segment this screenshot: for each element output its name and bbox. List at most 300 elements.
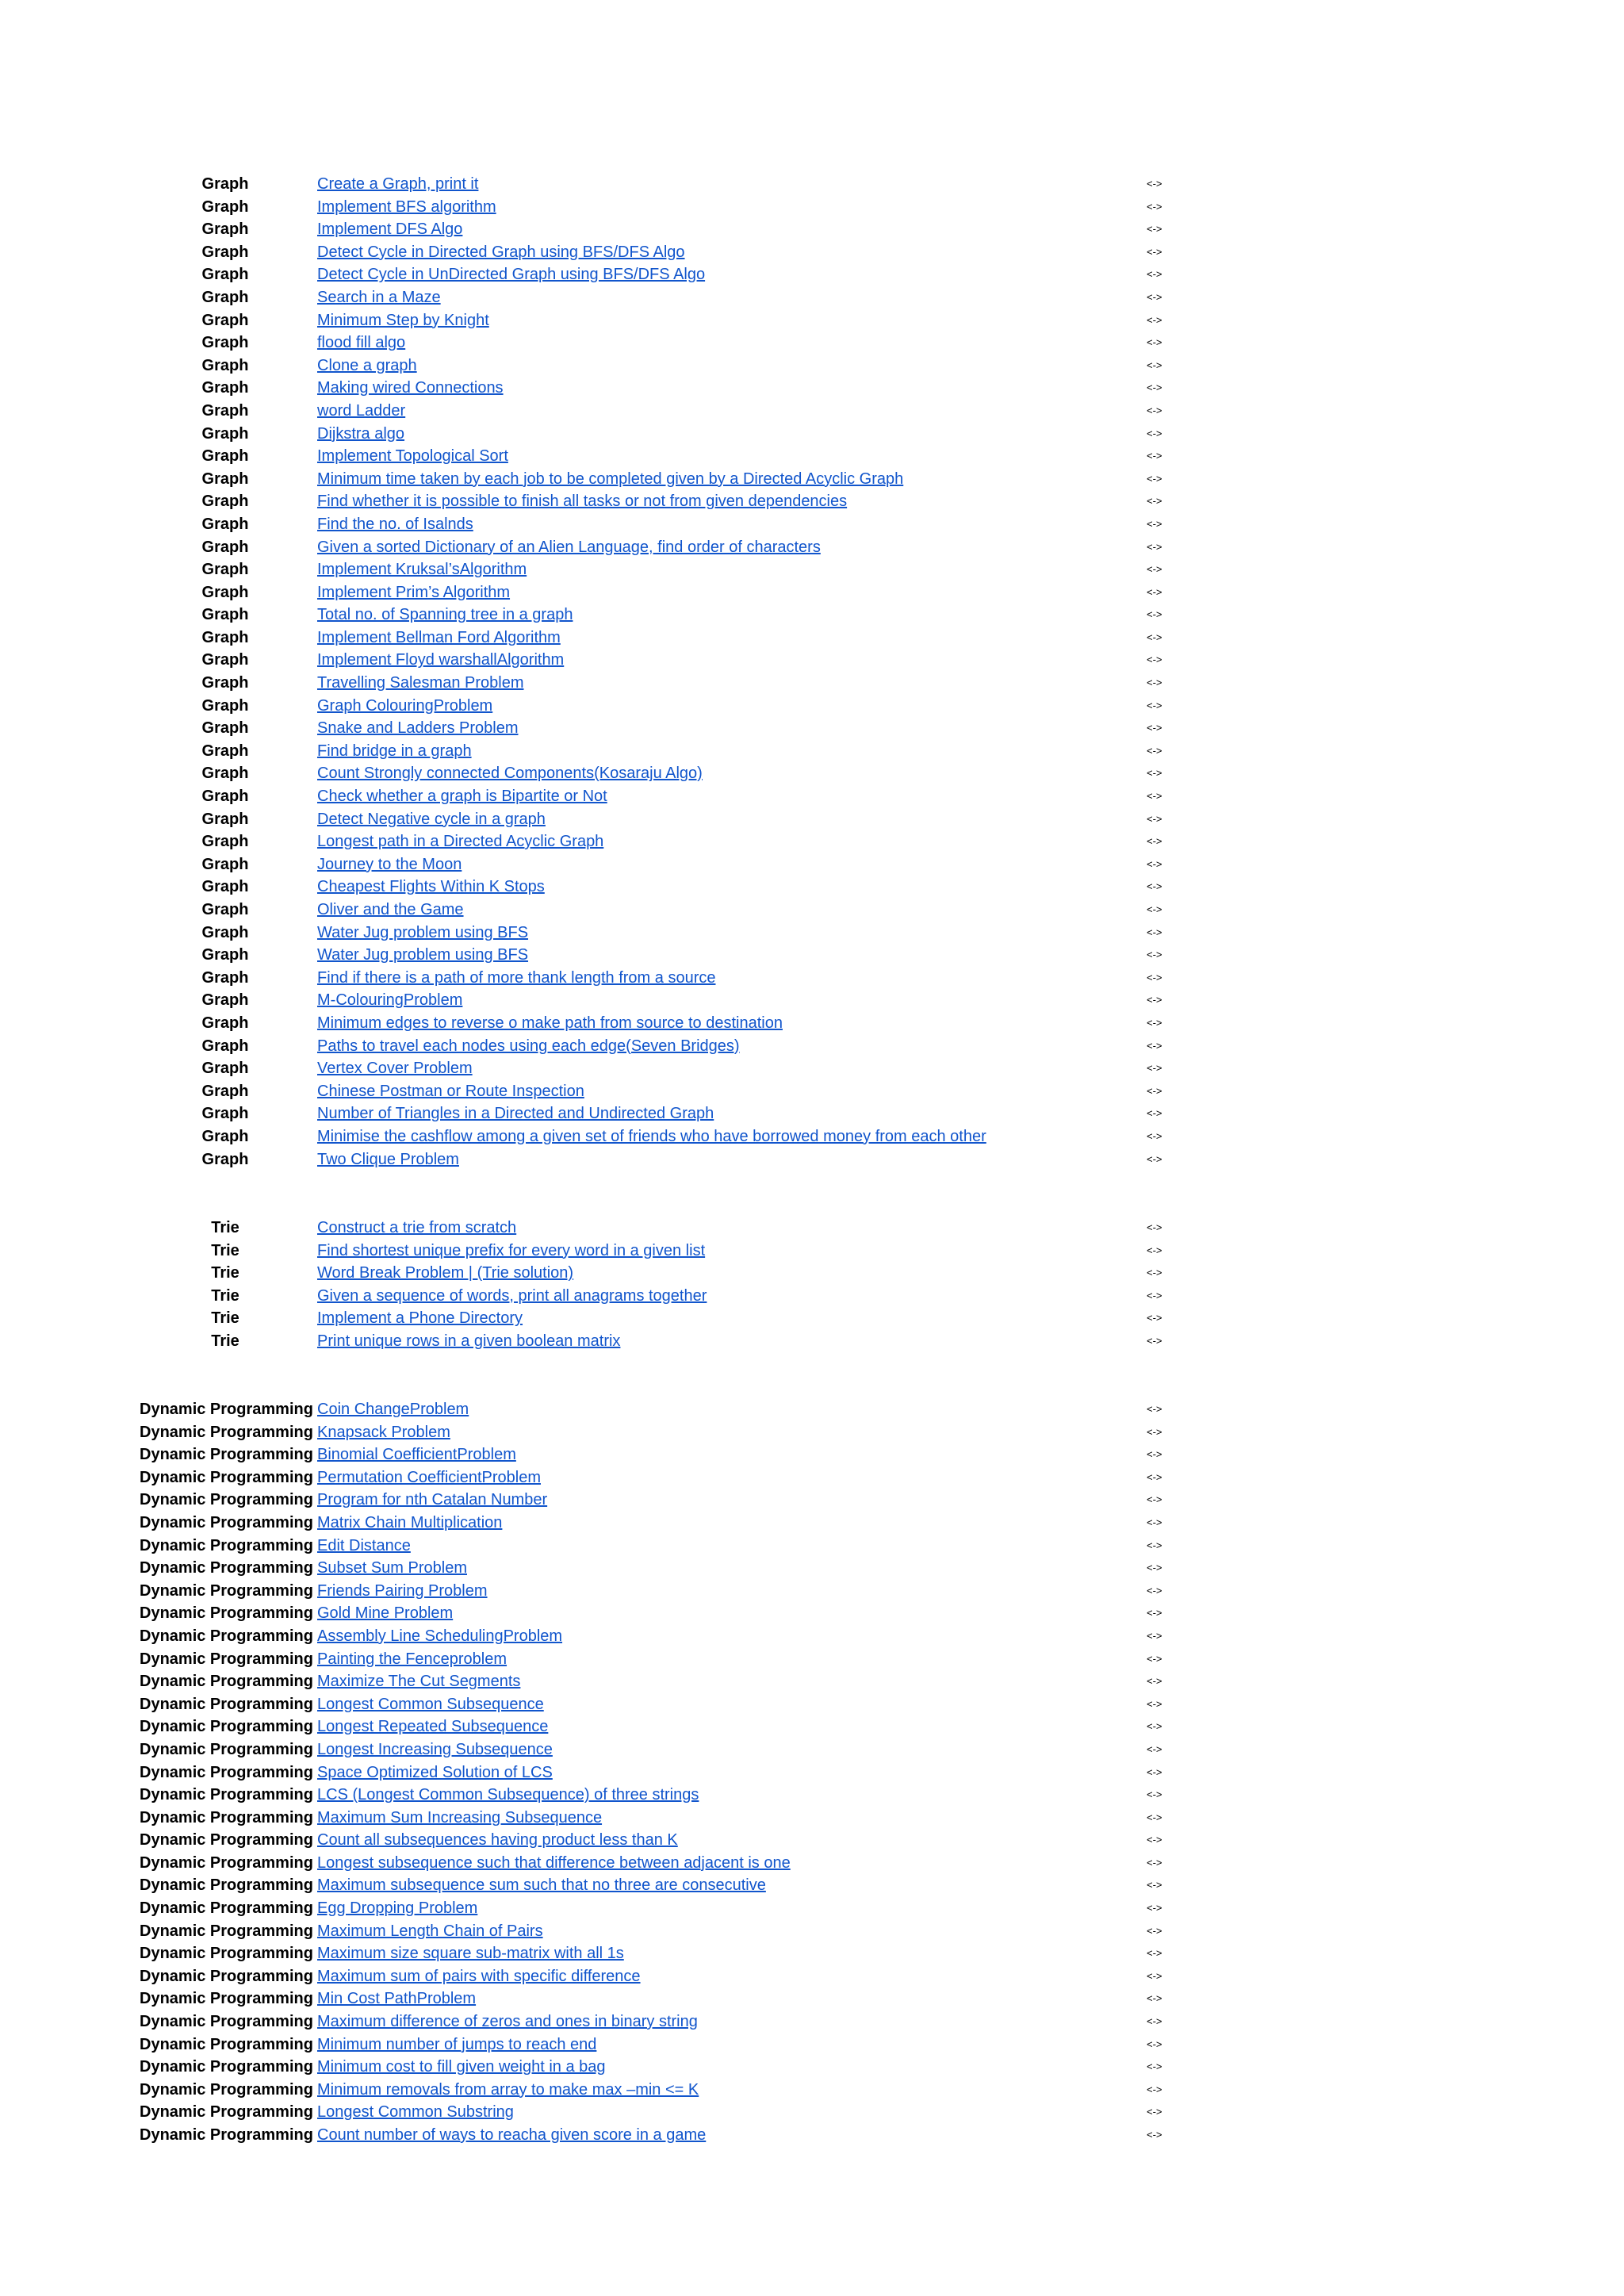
list-item xyxy=(0,355,1624,378)
topic-label: Dynamic Programming xyxy=(140,1740,313,1758)
arrow-marker: <-> xyxy=(1147,1788,1162,1801)
problem-link[interactable]: Maximum subsequence sum such that no three are consecutive xyxy=(317,1876,766,1895)
list-item xyxy=(0,1398,1624,1421)
arrow-marker: <-> xyxy=(1147,1084,1162,1097)
arrow-marker: <-> xyxy=(1147,178,1162,190)
topic-label: Dynamic Programming xyxy=(140,1945,313,1963)
problem-link[interactable]: Chinese Postman or Route Inspection xyxy=(317,1082,584,1100)
list-item xyxy=(0,241,1624,264)
problem-link[interactable]: Implement Topological Sort xyxy=(317,447,508,466)
topic-label: Dynamic Programming xyxy=(140,2126,313,2144)
arrow-marker: <-> xyxy=(1147,1152,1162,1165)
problem-link[interactable]: Search in a Maze xyxy=(317,288,441,306)
topic-label: Dynamic Programming xyxy=(140,2058,313,2076)
topic-label: Dynamic Programming xyxy=(140,1831,313,1849)
topic-label: Graph xyxy=(201,901,249,918)
problem-link[interactable]: Vertex Cover Problem xyxy=(317,1060,473,1078)
topic-label: Graph xyxy=(201,674,249,692)
arrow-marker: <-> xyxy=(1147,903,1162,915)
list-item xyxy=(0,1057,1624,1080)
list-item xyxy=(0,1897,1624,1920)
list-item xyxy=(0,332,1624,355)
topic-label: Trie xyxy=(211,1219,239,1236)
topic-label: Trie xyxy=(211,1241,239,1259)
topic-label: Dynamic Programming xyxy=(140,1401,313,1418)
arrow-marker: <-> xyxy=(1147,358,1162,371)
arrow-marker: <-> xyxy=(1147,472,1162,485)
list-item xyxy=(0,196,1624,219)
problem-link[interactable]: Find the no. of Isalnds xyxy=(317,515,473,533)
arrow-marker: <-> xyxy=(1147,857,1162,870)
arrow-marker: <-> xyxy=(1147,1107,1162,1120)
list-item xyxy=(0,1285,1624,1308)
topic-label: Graph xyxy=(201,515,249,533)
list-item xyxy=(0,1987,1624,2010)
topic-label: Dynamic Programming xyxy=(140,1876,313,1895)
list-item xyxy=(0,2124,1624,2147)
list-item xyxy=(0,1648,1624,1671)
list-item xyxy=(0,1240,1624,1263)
arrow-marker: <-> xyxy=(1147,1652,1162,1665)
topic-label: Graph xyxy=(201,493,249,511)
arrow-marker: <-> xyxy=(1147,767,1162,780)
topic-label: Graph xyxy=(201,197,249,216)
problem-link[interactable]: Longest subsequence such that difference between adjacent is one xyxy=(317,1853,791,1872)
problem-link[interactable]: Implement BFS algorithm xyxy=(317,197,496,216)
topic-label: Graph xyxy=(201,606,249,624)
problem-link[interactable]: Maximum Sum Increasing Subsequence xyxy=(317,1808,603,1826)
problem-link[interactable]: Travelling Salesman Problem xyxy=(317,674,524,692)
list-item xyxy=(0,1557,1624,1580)
arrow-marker: <-> xyxy=(1147,1289,1162,1301)
arrow-marker: <-> xyxy=(1147,313,1162,326)
topic-label: Graph xyxy=(201,628,249,646)
arrow-marker: <-> xyxy=(1147,404,1162,416)
problem-link[interactable]: Maximum Length Chain of Pairs xyxy=(317,1922,543,1940)
problem-link[interactable]: Gold Mine Problem xyxy=(317,1604,454,1623)
problem-link[interactable]: Minimum time taken by each job to be completed given by a Directed Acyclic Graph xyxy=(317,470,904,488)
problem-link[interactable]: Find if there is a path of more thank length from a source xyxy=(317,968,716,987)
topic-label: Graph xyxy=(201,424,249,443)
arrow-marker: <-> xyxy=(1147,1448,1162,1461)
problem-link[interactable]: Number of Triangles in a Directed and Undirected Graph xyxy=(317,1105,714,1123)
topic-label: Graph xyxy=(201,765,249,783)
list-item xyxy=(0,1489,1624,1512)
topic-label: Graph xyxy=(201,696,249,715)
list-item xyxy=(0,1625,1624,1648)
arrow-marker: <-> xyxy=(1147,654,1162,666)
arrow-marker: <-> xyxy=(1147,631,1162,643)
topic-label: Graph xyxy=(201,1082,249,1100)
problem-link[interactable]: Binomial CoefficientProblem xyxy=(317,1446,516,1464)
topic-label: Graph xyxy=(201,878,249,896)
list-item xyxy=(0,762,1624,785)
problem-link[interactable]: Print unique rows in a given boolean matrix xyxy=(317,1332,621,1350)
arrow-marker: <-> xyxy=(1147,1016,1162,1029)
list-item xyxy=(0,1920,1624,1943)
problem-link[interactable]: Total no. of Spanning tree in a graph xyxy=(317,606,573,624)
problem-link[interactable]: flood fill algo xyxy=(317,334,406,352)
topic-label: Graph xyxy=(201,243,249,261)
topic-label: Graph xyxy=(201,991,249,1010)
list-item xyxy=(0,423,1624,446)
problem-link[interactable]: Construct a trie from scratch xyxy=(317,1219,517,1236)
arrow-marker: <-> xyxy=(1147,2106,1162,2118)
problem-link[interactable]: Dijkstra algo xyxy=(317,424,405,443)
arrow-marker: <-> xyxy=(1147,1062,1162,1075)
topic-label: Dynamic Programming xyxy=(140,1695,313,1713)
list-item xyxy=(0,1421,1624,1444)
topic-label: Dynamic Programming xyxy=(140,1491,313,1509)
topic-label: Dynamic Programming xyxy=(140,1650,313,1668)
list-item xyxy=(0,1035,1624,1058)
list-item xyxy=(0,445,1624,468)
problem-link[interactable]: Subset Sum Problem xyxy=(317,1559,467,1577)
arrow-marker: <-> xyxy=(1147,1856,1162,1869)
arrow-marker: <-> xyxy=(1147,381,1162,394)
topic-label: Dynamic Programming xyxy=(140,1604,313,1623)
problem-link[interactable]: Count all subsequences having product less than K xyxy=(317,1831,678,1849)
problem-link[interactable]: Longest path in a Directed Acyclic Graph xyxy=(317,833,604,851)
topic-label: Dynamic Programming xyxy=(140,1808,313,1826)
problem-link[interactable]: Minimum removals from array to make max –min <= K xyxy=(317,2080,699,2099)
topic-label: Graph xyxy=(201,1105,249,1123)
problem-link[interactable]: Count Strongly connected Components(Kosaraju Algo) xyxy=(317,765,703,783)
problem-link[interactable]: Implement a Phone Directory xyxy=(317,1309,523,1328)
problem-link[interactable]: Knapsack Problem xyxy=(317,1423,450,1441)
list-item xyxy=(0,513,1624,536)
list-item xyxy=(0,558,1624,581)
problem-link[interactable]: Check whether a graph is Bipartite or Not xyxy=(317,788,607,806)
list-item xyxy=(0,853,1624,876)
problem-link[interactable]: Assembly Line SchedulingProblem xyxy=(317,1627,563,1645)
topic-label: Graph xyxy=(201,311,249,329)
trie-section xyxy=(0,1217,1624,1353)
list-item xyxy=(0,785,1624,808)
problem-link[interactable]: Given a sequence of words, print all anagrams together xyxy=(317,1286,707,1305)
problem-link[interactable]: Two Clique Problem xyxy=(317,1150,459,1168)
arrow-marker: <-> xyxy=(1147,1765,1162,1778)
list-item xyxy=(0,1535,1624,1558)
problem-link[interactable]: Minimise the cashflow among a given set of friends who have borrowed money from each other xyxy=(317,1127,986,1145)
arrow-marker: <-> xyxy=(1147,1879,1162,1892)
problem-link[interactable]: Water Jug problem using BFS xyxy=(317,923,529,941)
topic-label: Graph xyxy=(201,1060,249,1078)
topic-label: Graph xyxy=(201,379,249,397)
topic-label: Graph xyxy=(201,447,249,466)
topic-label: Graph xyxy=(201,288,249,306)
arrow-marker: <-> xyxy=(1147,2015,1162,2028)
arrow-marker: <-> xyxy=(1147,1129,1162,1142)
problem-link[interactable]: Create a Graph, print it xyxy=(317,175,479,193)
list-item xyxy=(0,536,1624,559)
arrow-marker: <-> xyxy=(1147,1629,1162,1642)
problem-link[interactable]: Detect Cycle in UnDirected Graph using BFS/DFS Algo xyxy=(317,266,706,284)
problem-link[interactable]: Making wired Connections xyxy=(317,379,504,397)
problem-link[interactable]: Longest Repeated Subsequence xyxy=(317,1718,549,1736)
problem-link[interactable]: Water Jug problem using BFS xyxy=(317,946,529,964)
topic-label: Graph xyxy=(201,175,249,193)
arrow-marker: <-> xyxy=(1147,223,1162,236)
problem-link[interactable]: Matrix Chain Multiplication xyxy=(317,1513,503,1531)
arrow-marker: <-> xyxy=(1147,1924,1162,1937)
problem-link[interactable]: Maximum difference of zeros and ones in binary string xyxy=(317,2013,698,2031)
arrow-marker: <-> xyxy=(1147,835,1162,848)
topic-label: Graph xyxy=(201,583,249,601)
list-item xyxy=(0,1942,1624,1965)
topic-label: Dynamic Programming xyxy=(140,1990,313,2008)
arrow-marker: <-> xyxy=(1147,1221,1162,1233)
list-item xyxy=(0,1874,1624,1897)
list-item xyxy=(0,1852,1624,1875)
list-item xyxy=(0,581,1624,604)
topic-label: Graph xyxy=(201,946,249,964)
problem-link[interactable]: Edit Distance xyxy=(317,1536,411,1554)
problem-link[interactable]: Egg Dropping Problem xyxy=(317,1899,478,1918)
list-item xyxy=(0,468,1624,491)
problem-link[interactable]: Maximum sum of pairs with specific difference xyxy=(317,1967,641,1985)
topic-label: Dynamic Programming xyxy=(140,2035,313,2053)
arrow-marker: <-> xyxy=(1147,1539,1162,1551)
arrow-marker: <-> xyxy=(1147,1811,1162,1823)
topic-label: Graph xyxy=(201,855,249,873)
problem-link[interactable]: Given a sorted Dictionary of an Alien Language, find order of characters xyxy=(317,538,821,556)
problem-link[interactable]: Permutation CoefficientProblem xyxy=(317,1468,541,1486)
topic-label: Trie xyxy=(211,1309,239,1328)
arrow-marker: <-> xyxy=(1147,971,1162,983)
topic-label: Graph xyxy=(201,1150,249,1168)
arrow-marker: <-> xyxy=(1147,1334,1162,1347)
problem-link[interactable]: Oliver and the Game xyxy=(317,901,464,918)
list-item xyxy=(0,944,1624,967)
arrow-marker: <-> xyxy=(1147,1267,1162,1279)
arrow-marker: <-> xyxy=(1147,1720,1162,1733)
topic-label: Trie xyxy=(211,1332,239,1350)
arrow-marker: <-> xyxy=(1147,1742,1162,1755)
list-item xyxy=(0,309,1624,332)
list-item xyxy=(0,989,1624,1012)
topic-label: Dynamic Programming xyxy=(140,2013,313,2031)
topic-label: Graph xyxy=(201,401,249,420)
topic-label: Graph xyxy=(201,923,249,941)
list-item xyxy=(0,1307,1624,1330)
list-item xyxy=(0,286,1624,309)
topic-label: Graph xyxy=(201,651,249,669)
problem-link[interactable]: Snake and Ladders Problem xyxy=(317,719,519,738)
topic-label: Graph xyxy=(201,538,249,556)
list-item xyxy=(0,2010,1624,2033)
problem-link[interactable]: Find bridge in a graph xyxy=(317,742,472,760)
list-item xyxy=(0,1580,1624,1603)
problem-link[interactable]: Longest Increasing Subsequence xyxy=(317,1740,553,1758)
topic-label: Dynamic Programming xyxy=(140,1922,313,1940)
problem-link[interactable]: Find whether it is possible to finish all tasks or not from given dependencies xyxy=(317,493,848,511)
arrow-marker: <-> xyxy=(1147,1493,1162,1506)
topic-label: Graph xyxy=(201,1127,249,1145)
topic-label: Graph xyxy=(201,719,249,738)
topic-label: Dynamic Programming xyxy=(140,1673,313,1691)
problem-link[interactable]: Implement Kruksal’sAlgorithm xyxy=(317,561,527,579)
topic-label: Dynamic Programming xyxy=(140,1853,313,1872)
list-item xyxy=(0,1512,1624,1535)
topic-label: Dynamic Programming xyxy=(140,1899,313,1918)
topic-label: Dynamic Programming xyxy=(140,1967,313,1985)
topic-label: Graph xyxy=(201,1037,249,1055)
arrow-marker: <-> xyxy=(1147,1947,1162,1960)
topic-label: Dynamic Programming xyxy=(140,1763,313,1781)
topic-label: Dynamic Programming xyxy=(140,1446,313,1464)
topic-label: Graph xyxy=(201,356,249,374)
list-item xyxy=(0,1330,1624,1353)
problem-link[interactable]: Minimum edges to reverse o make path from source to destination xyxy=(317,1014,783,1032)
arrow-marker: <-> xyxy=(1147,744,1162,757)
arrow-marker: <-> xyxy=(1147,1470,1162,1483)
topic-label: Graph xyxy=(201,968,249,987)
topic-label: Graph xyxy=(201,220,249,239)
problem-link[interactable]: Find shortest unique prefix for every word in a given list xyxy=(317,1241,706,1259)
list-item xyxy=(0,1693,1624,1716)
topic-label: Graph xyxy=(201,833,249,851)
arrow-marker: <-> xyxy=(1147,1969,1162,1982)
problem-link[interactable]: Detect Cycle in Directed Graph using BFS/DFS Algo xyxy=(317,243,685,261)
arrow-marker: <-> xyxy=(1147,268,1162,281)
topic-label: Dynamic Programming xyxy=(140,1786,313,1804)
list-item xyxy=(0,400,1624,423)
arrow-marker: <-> xyxy=(1147,2083,1162,2095)
problem-link[interactable]: Detect Negative cycle in a graph xyxy=(317,810,546,828)
arrow-marker: <-> xyxy=(1147,1902,1162,1915)
problem-link[interactable]: Graph ColouringProblem xyxy=(317,696,493,715)
problem-link[interactable]: Paths to travel each nodes using each edge(Seven Bridges) xyxy=(317,1037,740,1055)
problem-link[interactable]: Implement DFS Algo xyxy=(317,220,463,239)
list-item xyxy=(0,604,1624,627)
problem-link[interactable]: Coin ChangeProblem xyxy=(317,1401,469,1418)
arrow-marker: <-> xyxy=(1147,722,1162,734)
arrow-marker: <-> xyxy=(1147,949,1162,961)
problem-link[interactable]: Implement Floyd warshallAlgorithm xyxy=(317,651,565,669)
list-item xyxy=(0,1602,1624,1625)
arrow-marker: <-> xyxy=(1147,790,1162,803)
topic-label: Dynamic Programming xyxy=(140,2103,313,2122)
arrow-marker: <-> xyxy=(1147,563,1162,576)
arrow-marker: <-> xyxy=(1147,994,1162,1006)
arrow-marker: <-> xyxy=(1147,1516,1162,1528)
problem-link[interactable]: Painting the Fenceproblem xyxy=(317,1650,508,1668)
list-item xyxy=(0,2101,1624,2124)
arrow-marker: <-> xyxy=(1147,880,1162,893)
problem-link[interactable]: Min Cost PathProblem xyxy=(317,1990,477,2008)
dynamic-programming-section xyxy=(0,1398,1624,2147)
problem-link[interactable]: Space Optimized Solution of LCS xyxy=(317,1763,553,1781)
graph-section xyxy=(0,173,1624,1171)
topic-label: Dynamic Programming xyxy=(140,1513,313,1531)
problem-link[interactable]: Longest Common Subsequence xyxy=(317,1695,544,1713)
arrow-marker: <-> xyxy=(1147,200,1162,213)
arrow-marker: <-> xyxy=(1147,517,1162,530)
arrow-marker: <-> xyxy=(1147,1562,1162,1574)
arrow-marker: <-> xyxy=(1147,2129,1162,2141)
topic-label: Dynamic Programming xyxy=(140,1627,313,1645)
problem-link[interactable]: Count number of ways to reacha given score in a game xyxy=(317,2126,707,2144)
list-item xyxy=(0,899,1624,922)
topic-label: Graph xyxy=(201,788,249,806)
topic-label: Graph xyxy=(201,334,249,352)
list-item xyxy=(0,490,1624,513)
problem-link[interactable]: Implement Bellman Ford Algorithm xyxy=(317,628,561,646)
problem-link[interactable]: Maximize The Cut Segments xyxy=(317,1673,521,1691)
topic-label: Graph xyxy=(201,561,249,579)
arrow-marker: <-> xyxy=(1147,450,1162,462)
arrow-marker: <-> xyxy=(1147,926,1162,938)
problem-link[interactable]: Journey to the Moon xyxy=(317,855,462,873)
arrow-marker: <-> xyxy=(1147,1584,1162,1596)
topic-label: Dynamic Programming xyxy=(140,1559,313,1577)
list-item xyxy=(0,1738,1624,1761)
list-item xyxy=(0,1715,1624,1738)
list-item xyxy=(0,173,1624,196)
problem-link[interactable]: Minimum Step by Knight xyxy=(317,311,489,329)
list-item xyxy=(0,2033,1624,2056)
problem-link[interactable]: Implement Prim’s Algorithm xyxy=(317,583,511,601)
list-item xyxy=(0,876,1624,899)
topic-label: Dynamic Programming xyxy=(140,2080,313,2099)
arrow-marker: <-> xyxy=(1147,336,1162,349)
arrow-marker: <-> xyxy=(1147,1992,1162,2005)
topic-label: Graph xyxy=(201,810,249,828)
list-item xyxy=(0,922,1624,945)
list-item xyxy=(0,649,1624,672)
topic-label: Dynamic Programming xyxy=(140,1536,313,1554)
list-item xyxy=(0,1965,1624,1988)
problem-link[interactable]: Word Break Problem | (Trie solution) xyxy=(317,1264,574,1282)
list-item xyxy=(0,1262,1624,1285)
problem-link[interactable]: Cheapest Flights Within K Stops xyxy=(317,878,545,896)
problem-link[interactable]: Clone a graph xyxy=(317,356,417,374)
list-item xyxy=(0,377,1624,400)
arrow-marker: <-> xyxy=(1147,1312,1162,1324)
arrow-marker: <-> xyxy=(1147,1403,1162,1415)
topic-label: Dynamic Programming xyxy=(140,1581,313,1600)
arrow-marker: <-> xyxy=(1147,608,1162,621)
problem-link[interactable]: Longest Common Substring xyxy=(317,2103,514,2122)
problem-link[interactable]: Friends Pairing Problem xyxy=(317,1581,488,1600)
arrow-marker: <-> xyxy=(1147,699,1162,711)
list-item xyxy=(0,2079,1624,2102)
list-item xyxy=(0,2056,1624,2079)
problem-link[interactable]: word Ladder xyxy=(317,401,406,420)
problem-link[interactable]: M-ColouringProblem xyxy=(317,991,463,1010)
list-item xyxy=(0,808,1624,831)
list-item xyxy=(0,1443,1624,1466)
arrow-marker: <-> xyxy=(1147,1834,1162,1846)
problem-link[interactable]: Minimum number of jumps to reach end xyxy=(317,2035,597,2053)
arrow-marker: <-> xyxy=(1147,812,1162,825)
arrow-marker: <-> xyxy=(1147,1425,1162,1438)
problem-link[interactable]: Maximum size square sub-matrix with all 1s xyxy=(317,1945,624,1963)
problem-link[interactable]: LCS (Longest Common Subsequence) of three strings xyxy=(317,1786,699,1804)
arrow-marker: <-> xyxy=(1147,2037,1162,2050)
arrow-marker: <-> xyxy=(1147,585,1162,598)
list-item xyxy=(0,1807,1624,1830)
list-item xyxy=(0,1012,1624,1035)
list-item xyxy=(0,740,1624,763)
problem-link[interactable]: Program for nth Catalan Number xyxy=(317,1491,548,1509)
list-item xyxy=(0,1125,1624,1148)
topic-label: Graph xyxy=(201,266,249,284)
list-item xyxy=(0,1761,1624,1784)
problem-link[interactable]: Minimum cost to fill given weight in a bag xyxy=(317,2058,606,2076)
arrow-marker: <-> xyxy=(1147,677,1162,689)
